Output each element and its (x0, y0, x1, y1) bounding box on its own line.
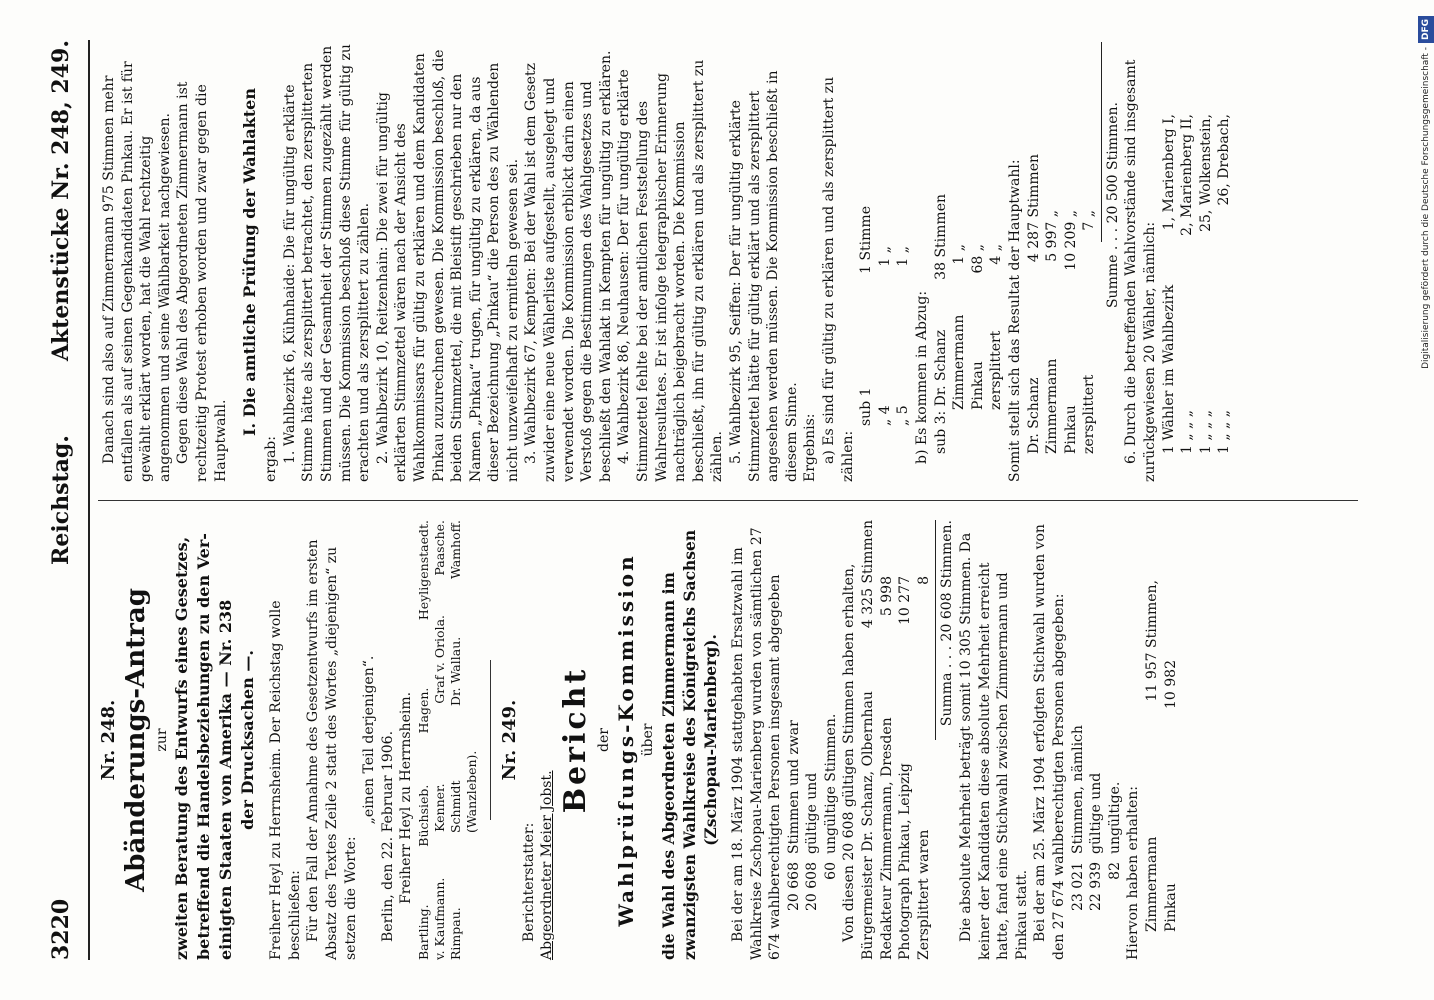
title-248: Abänderungs-Antrag (120, 588, 151, 892)
row-label: Pinkau (969, 361, 986, 410)
motion-quote: „einen Teil derjenigen“. (361, 655, 378, 825)
report-subject-1: die Wahl des Abgeordneten Zimmermann im (658, 572, 678, 960)
result-b-intro: b) Es kommen in Abzug: (913, 290, 930, 464)
candidate-votes: 5 998 (878, 576, 895, 617)
vote-count-table-1 (785, 672, 841, 960)
vote-label: gültige und (804, 772, 821, 854)
digitization-text: Digitalisierung gefördert durch die Deutsche Forschungsgemeinschaft - (1421, 47, 1431, 369)
vote-number: 60 (822, 862, 839, 880)
commission-title: Wahlprüfungs-Kommission (614, 553, 639, 927)
row-value: 1 Stimme (858, 206, 875, 274)
row-label: Dr. Schanz (1025, 377, 1042, 454)
report-paragraph-3: Die absolute Mehrheit beträgt somit 10 305 Stimmen. Da keiner der Kandidaten diese absolute Mehrheit erreicht hatte, fand eine Stichwahl zwischen Zimmermann und Pinkau statt. (958, 532, 1030, 960)
ergab-label: ergab: (263, 436, 280, 482)
finding-item-4: 4. Wahlbezirk 86, Neuhausen: Der für ungültig erklärte Stimmzettel fehlte bei der amtlichen Feststellung des Wahlresultates. Er ist infolge telegraphischer Erinnerung nachträglich beigebracht worden. Die Kommission beschließt, ihn für gültig zu erklären und als zersplittert zu zählen. (616, 59, 726, 482)
running-header (42, 40, 82, 960)
row-value: 1 „ (876, 246, 893, 267)
row-value: 10 209 „ (1062, 210, 1079, 271)
nr249-heading: Nr. 249. (498, 699, 520, 781)
vote-number: 82 (1106, 862, 1123, 880)
subtitle-line-3: einigten Staaten von Amerika — Nr. 238 (216, 599, 236, 960)
nr248-heading: Nr. 248. (98, 699, 119, 781)
signature: Dr. Wallau. (447, 636, 463, 707)
candidate-name: Redakteur Zimmermann, Dresden (878, 717, 895, 960)
row-label: „ 5 (895, 405, 912, 426)
candidate-votes: 4 325 Stimmen (860, 520, 877, 629)
der-label: der (595, 728, 612, 752)
signature: Rimpau. (447, 907, 463, 960)
left-column (100, 520, 1180, 960)
result-b-table (932, 194, 1006, 482)
subtitle-line-4: der Drucksachen —. (238, 650, 258, 830)
digitization-credit (1418, 10, 1434, 1000)
motion-intro: Freiherr Heyl zu Herrnsheim. Der Reichstag wolle beschließen: (268, 600, 303, 960)
motion-signer: Freiherr Heyl zu Herrnsheim. (398, 691, 415, 904)
row-label: zersplittert (988, 330, 1005, 410)
result-c-table (1025, 154, 1099, 482)
candidate-votes: 11 957 Stimmen, (1143, 580, 1160, 702)
vote-number: 22 939 (1088, 862, 1105, 911)
report-subject-3: (Zschopau-Marienberg). (700, 634, 720, 846)
signature: Graf v. Oriola. (431, 615, 447, 704)
rejected-voters-table (1160, 114, 1234, 482)
candidate-name: Zersplittert waren (915, 829, 932, 960)
finding-item-1: 1. Wahlbezirk 6, Kühnhaide: Die für ungültig erklärte Stimme hätte als zersplittert betrachtet, den zersplitterten Stimmen und der Gesamtheit der Stimmen zugezählt werden müssen. Die Kommission beschloß diese Stimme für gültig zu erachten und als zersplittert zu zählen. (281, 44, 373, 482)
row-value: 1 „ (951, 244, 968, 265)
summa-line: Summa . . . 20 608 Stimmen. (939, 520, 956, 727)
vote-label: Stimmen und zwar (785, 720, 802, 854)
candidates-table-2 (1143, 520, 1180, 960)
signature: Heyligenstaedt. (415, 520, 431, 621)
signature: Hagen. (415, 687, 431, 734)
row-value: 2, Marienberg II, (1179, 114, 1196, 236)
finding-item-3: 3. Wahlbezirk 67, Kempten: Bei der Wahl ist dem Gesetz zuwider eine neue Wählerliste aufgestellt, ausgelegt und verwendet worden. Die Kommission erblickt darin einen Verstoß gegen die Bestimmungen des Wahlgesetzes und beschließt den Wahlakt in Kempten für ungültig zu erklären. (523, 50, 614, 482)
row-value: 38 Stimmen (932, 194, 949, 280)
finding-item-2: 2. Wahlbezirk 10, Reitzenhain: Die zwei für ungültig erklärten Stimmzettel wären nach der Ansicht des Wahlkommissars für gültig zu erklären und dem Kandidaten Pinkau zuzurechnen gewesen. Die Kommission beschloß, die beiden Stimmzettel, die mit Bleistift geschrieben nur den Namen „Pinkau“ trugen, für ungültig zu erklären, da aus dieser Bezeichnung „Pinkau“ die Person des zu Wählenden nicht unzweifelhaft zu ermitteln gewesen sei. (374, 49, 521, 482)
page-body (42, 40, 1372, 960)
section-divider (490, 660, 491, 820)
reporter-name: Abgeordneter Meier Jobst. (539, 770, 556, 960)
row-label: Pinkau (1062, 405, 1079, 454)
vote-number: 20 668 (785, 862, 802, 911)
candidates-table-1 (859, 520, 933, 960)
row-label: 1 „ „ „ (1179, 409, 1196, 454)
candidate-name: Zimmermann (1143, 836, 1160, 932)
report-paragraph-4: Bei der am 25. März 1904 erfolgten Stichwahl wurden von den 27 674 wahlberechtigten Personen abgegeben: (1032, 524, 1067, 960)
section-heading: I. Die amtliche Prüfung der Wahlakten (240, 88, 260, 436)
signature: Bartling. (415, 904, 431, 960)
row-value: 7 „ (1081, 210, 1098, 231)
report-subject-2: zwanzigsten Wahlkreise des Königreichs Sachsen (679, 529, 699, 960)
row-label: „ 4 (876, 405, 893, 426)
subtitle-line-1: zweiten Beratung des Entwurfs eines Gesetzes, (172, 536, 192, 960)
row-value: 1 „ (895, 246, 912, 267)
right-paragraph-6: 6. Durch die betreffenden Wahlvorstände sind insgesamt zurückgewiesen 20 Wähler, nämlich: (1123, 59, 1159, 482)
result-a-intro: a) Es sind für gültig zu erklären und als zersplittert zu zählen: (820, 76, 856, 482)
dfg-logo: DFG (1418, 16, 1434, 43)
row-label: 1 „ „ „ (1216, 409, 1233, 454)
right-paragraph-2: Gegen diese Wahl des Abgeordneten Zimmermann ist rechtzeitig Protest erhoben worden und zwar gegen die Hauptwahl. (175, 81, 229, 482)
header-center: Reichstag. (48, 435, 74, 565)
signatures-table (416, 520, 480, 960)
row-value: 26, Drebach, (1216, 114, 1233, 206)
vote-number: 23 021 (1069, 862, 1086, 911)
sum-rule (935, 520, 936, 740)
motion-text: Für den Fall der Annahme des Gesetzentwurfs im ersten Absatz des Textes Zeile 2 statt des Wortes „diejenigen“ zu setzen die Worte: (305, 539, 359, 960)
row-label: 1 „ „ „ (1197, 409, 1214, 454)
signature: Schmidt (Wanzleben). (447, 750, 479, 834)
zur-label: zur (153, 728, 170, 752)
candidate-votes: 8 (915, 576, 932, 585)
report-paragraph-1: Bei der am 18. März 1904 stattgehabten Ersatzwahl im Wahlkreise Zschopau-Marienberg wurden von sämtlichen 27 674 wahlberechtigten Personen insgesamt abgegeben (729, 527, 784, 960)
row-value: 5 997 „ (1044, 210, 1061, 262)
row-label: 1 Wähler im Wahlbezirk (1160, 284, 1177, 454)
row-label: zersplittert (1081, 374, 1098, 454)
vote-count-table-2 (1069, 672, 1125, 960)
row-value: 4 287 Stimmen (1025, 154, 1042, 263)
vote-label: Stimmen, nämlich (1069, 725, 1086, 854)
row-value: 68 „ (969, 244, 986, 274)
row-value: 25, Wolkenstein, (1197, 114, 1214, 232)
row-label: sub 3: Dr. Schanz (932, 329, 949, 454)
ueber-label: über (640, 723, 657, 757)
report-paragraph-5: Hiervon haben erhalten: (1125, 785, 1142, 960)
column-divider (98, 500, 1358, 501)
row-label: Zimmermann (1044, 358, 1061, 454)
result-a-table (857, 206, 913, 482)
finding-item-5: 5. Wahlbezirk 95, Seiffen: Der für ungültig erklärte Stimmzettel hätte für gültig erklärt und als zersplittert angesehen werden müssen. Die Kommission beschließt in diesem Sinne. (728, 70, 800, 482)
reporter-label: Berichterstatter: (520, 822, 537, 942)
motion-date: Berlin, den 22. Februar 1906. (379, 730, 396, 942)
subtitle-line-2: betreffend die Handelsbeziehungen zu den Ver- (194, 533, 214, 960)
bericht-title: Bericht (557, 666, 593, 814)
page-number: 3220 (48, 898, 74, 960)
row-label: Zimmermann (951, 314, 968, 410)
right-paragraph-1: Danach sind also auf Zimmermann 975 Stimmen mehr entfallen als auf seinen Gegenkandidaten Pinkau. Er ist für gewählt erklärt worden, hat die Wahl rechtzeitig angenommen und seine Wählbarkeit nachgewiesen. (101, 61, 173, 482)
ergebnis-label: Ergebnis: (802, 413, 819, 482)
candidate-votes: 10 982 (1162, 660, 1179, 709)
vote-label: ungültige. (1106, 781, 1123, 854)
side-margin (1418, 0, 1434, 1000)
signature: Kenner. (431, 783, 447, 832)
candidate-name: Photograph Pinkau, Leipzig (897, 763, 914, 960)
row-label: sub 1 (858, 387, 875, 426)
row-value: 1, Marienberg I, (1160, 114, 1177, 231)
report-paragraph-2: Von diesen 20 608 gültigen Stimmen haben erhalten, (841, 563, 858, 942)
vote-number: 20 608 (804, 862, 821, 911)
vote-label: gültige und (1088, 772, 1105, 854)
signature: v. Kaufmann. (431, 877, 447, 960)
right-column (100, 42, 1234, 482)
signature: Wamhoff. (447, 519, 463, 580)
somit-paragraph: Somit stellt sich das Resultat der Hauptwahl: (1006, 159, 1023, 482)
summe-line: Summe . . . 20 500 Stimmen. (1104, 102, 1121, 309)
header-right: Aktenstücke Nr. 248, 249. (48, 40, 74, 362)
candidate-name: Pinkau (1162, 883, 1179, 932)
header-rule (88, 40, 90, 960)
sum-rule (1101, 42, 1102, 242)
signature: Paasche. (431, 519, 447, 576)
vote-label: ungültige Stimmen. (822, 713, 839, 854)
row-value: 4 „ (988, 244, 1005, 265)
candidate-name: Bürgermeister Dr. Schanz, Olbernhau (860, 691, 877, 960)
candidate-votes: 10 277 (897, 576, 914, 625)
signature: Büchsieb. (415, 784, 431, 847)
